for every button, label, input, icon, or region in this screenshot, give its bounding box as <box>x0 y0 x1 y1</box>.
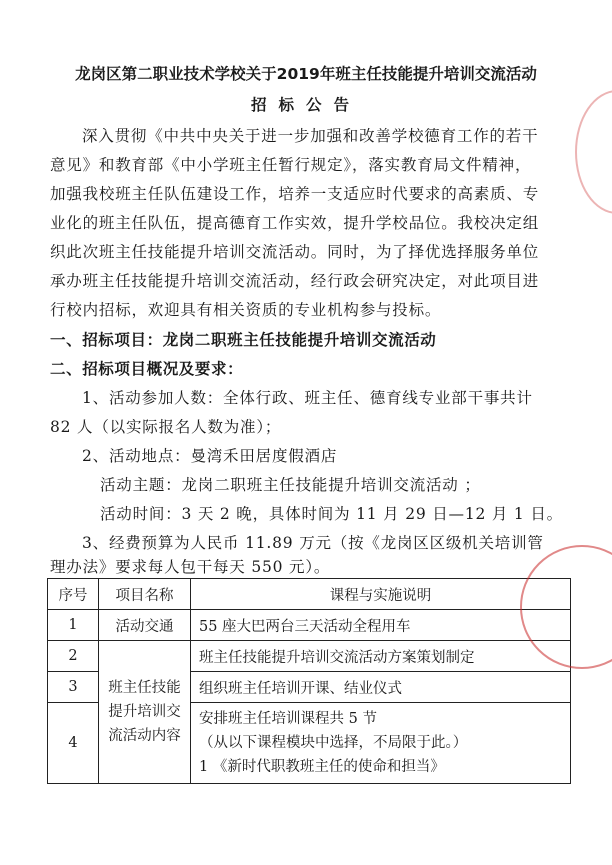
row-no: 4 <box>48 703 99 784</box>
row-desc-line: 安排班主任培训课程共 5 节 <box>199 711 377 727</box>
section-heading-1: 一、招标项目：龙岗二职班主任技能提升培训交流活动 <box>50 331 437 349</box>
arrangement-table <box>47 578 571 784</box>
document-subtitle: 招标公告 <box>250 96 361 114</box>
header-no: 序号 <box>48 579 99 610</box>
intro-line: 意见》和教育部《中小学班主任暂行规定》，落实教育局文件精神， <box>50 156 532 174</box>
table-row <box>48 641 571 672</box>
intro-line: 承办班主任技能提升培训交流活动，经行政会研究决定，对此项目进 <box>50 272 540 290</box>
row-desc-line: （从以下课程模块中选择，不局限于此。） <box>199 735 468 751</box>
merged-name-line: 班主任技能 <box>108 680 181 696</box>
row-no: 1 <box>48 610 99 641</box>
table-header-row <box>48 579 571 610</box>
item-2-time: 活动时间：3 天 2 晚，具体时间为 11 月 29 日—12 月 1 日。 <box>100 505 563 523</box>
intro-line: 深入贯彻《中共中央关于进一步加强和改善学校德育工作的若干 <box>82 127 539 145</box>
item-3-line: 3、经费预算为人民币 11.89 万元（按《龙岗区区级机关培训管 <box>82 534 544 552</box>
merged-name-line: 流活动内容 <box>108 728 181 744</box>
row-desc: 班主任技能提升培训交流活动方案策划制定 <box>191 641 571 672</box>
row-desc: 55 座大巴两台三天活动全程用车 <box>191 610 571 641</box>
row-desc-line: 1 《新时代职教班主任的使命和担当》 <box>199 759 445 775</box>
row-name: 活动交通 <box>99 610 191 641</box>
row-no: 3 <box>48 672 99 703</box>
row-desc: 组织班主任培训开课、结业仪式 <box>191 672 571 703</box>
intro-line: 织此次班主任技能提升培训交流活动。同时，为了择优选择服务单位 <box>50 243 540 261</box>
section-heading-2: 二、招标项目概况及要求： <box>50 360 244 378</box>
header-desc: 课程与实施说明 <box>191 579 571 610</box>
item-2-line: 2、活动地点：曼湾禾田居度假酒店 <box>82 447 338 465</box>
header-name: 项目名称 <box>99 579 191 610</box>
document-title: 龙岗区第二职业技术学校关于2019年班主任技能提升培训交流活动 <box>75 65 537 83</box>
item-1-line: 1、活动参加人数：全体行政、班主任、德育线专业部干事共计 <box>82 389 533 407</box>
item-2-theme: 活动主题：龙岗二职班主任技能提升培训交流活动 ； <box>100 476 481 494</box>
intro-line: 业化的班主任队伍，提高德育工作实效，提升学校品位。我校决定组 <box>50 214 540 232</box>
table-row <box>48 610 571 641</box>
item-1-line: 82 人（以实际报名人数为准）； <box>50 418 282 436</box>
row-desc <box>191 703 571 784</box>
merged-name-line: 提升培训交 <box>108 704 181 720</box>
item-3-line: 理办法》要求每人包干每天 550 元）。 <box>50 558 331 576</box>
row-no: 2 <box>48 641 99 672</box>
intro-line: 行校内招标，欢迎具有相关资质的专业机构参与投标。 <box>50 301 442 319</box>
intro-line: 加强我校班主任队伍建设工作，培养一支适应时代要求的高素质、专 <box>50 185 540 203</box>
merged-name-cell <box>99 641 191 784</box>
